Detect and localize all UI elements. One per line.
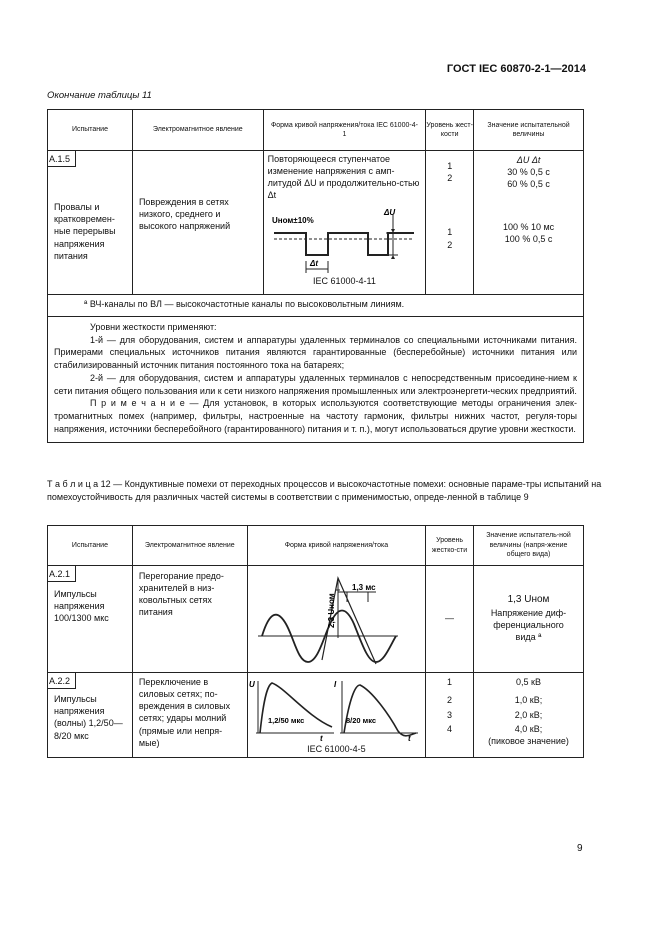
col-header-waveform: Форма кривой напряжения/тока xyxy=(247,526,425,566)
test-name: Провалы и кратковремен-ные перерывы напряжения питания xyxy=(54,202,116,261)
unom-label: Uном±10% xyxy=(271,216,314,225)
wave2-label: 8/20 мкс xyxy=(345,716,376,725)
time-label: 1,3 мс xyxy=(351,583,376,592)
test-value: 100 % 10 мс xyxy=(502,221,555,232)
phenomenon-text: Переключение в силовых сетях; по-вреждения в силовых сетях; удары молний (прямые или непря-мые) xyxy=(138,677,231,748)
test-cell xyxy=(48,566,133,673)
page-number: 9 xyxy=(577,843,583,854)
test-value: (пиковое значение) xyxy=(488,736,569,747)
level-value: 1 xyxy=(447,227,453,238)
t-axis-label: t xyxy=(407,734,411,743)
row-id: А.1.5 xyxy=(47,151,76,167)
col-header-value: Значение испытательной величины xyxy=(474,110,584,151)
phenomenon-cell xyxy=(132,566,247,673)
test-value: 2,0 кВ; xyxy=(514,710,543,720)
level-value: 1 xyxy=(447,677,453,687)
table-12-caption: Т а б л и ц а 12 — Кондуктивные помехи от переходных процессов и высокочастотные помехи: основные параме-тры испытаний на помехоустойчивость для различных частей системы в соответствии с применимостью, опреде-ленной в таблице 9 xyxy=(47,479,602,502)
level-value: 2 xyxy=(447,239,453,250)
col-header-phenomenon: Электромагнитное явление xyxy=(132,110,263,151)
test-cell xyxy=(48,673,133,758)
col-header-value: Значение испытатель-ной величины (напря-жение общего вида) xyxy=(474,526,584,566)
level-cell xyxy=(426,673,474,758)
level-value: — xyxy=(445,613,455,623)
level-value: 2 xyxy=(447,695,453,705)
notes-intro: Уровни жесткости применяют: xyxy=(90,321,217,332)
i-axis-label: I xyxy=(333,680,336,689)
value-cell xyxy=(474,151,584,295)
col-header-level: Уровень жестко-сти xyxy=(426,526,474,566)
surge-pulse-graph xyxy=(248,673,426,745)
footnote-cell xyxy=(48,295,584,317)
footnote-text: ª ВЧ-каналы по ВЛ — высокочастотные каналы по высоковольтным линиям. xyxy=(84,299,405,309)
phenomenon-cell xyxy=(132,151,263,295)
level-cell xyxy=(426,151,474,295)
value-header: ΔU Δt xyxy=(516,155,541,165)
level-cell xyxy=(426,566,474,673)
level-value: 4 xyxy=(447,724,453,734)
standard-ref: IEC 61000-4-11 xyxy=(313,276,376,286)
phenomenon-text: Повреждения в сетях низкого, среднего и высокого напряжений xyxy=(138,197,231,232)
level-value: 1 xyxy=(447,161,453,171)
notes-remark xyxy=(54,397,577,435)
notes-level1: 1-й — для оборудования, систем и аппаратуры удаленных терминалов со специальными источниками питания. Примерами специальных источников питания являются гарантированные (бесперебойные) источники питания или стабилизированный источник питания постоянного тока на батареях; xyxy=(54,334,577,371)
waveform-cell xyxy=(247,566,425,673)
table-row xyxy=(48,673,584,758)
notes-cell xyxy=(48,316,584,442)
t-axis-label: t xyxy=(319,734,323,743)
waveform-cell xyxy=(247,673,425,758)
wave1-label: 1,2/50 мкс xyxy=(267,716,305,725)
standard-ref: IEC 61000-4-5 xyxy=(307,744,366,754)
test-value: 100 % 0,5 с xyxy=(504,233,553,244)
test-name: Импульсы напряжения (волны) 1,2/50—8/20 мкс xyxy=(54,694,123,741)
test-name: Импульсы напряжения 100/1300 мкс xyxy=(54,589,109,624)
delta-u-label: ΔU xyxy=(383,209,395,217)
level-value: 2 xyxy=(447,173,453,184)
row-id: А.2.2 xyxy=(47,673,76,689)
test-value: 4,0 кВ; xyxy=(514,724,543,734)
note-label: П р и м е ч а н и е xyxy=(90,398,185,409)
u-axis-label: U xyxy=(248,680,255,689)
test-cell xyxy=(48,151,133,295)
col-header-phenomenon: Электромагнитное явление xyxy=(132,526,247,566)
col-header-test: Испытание xyxy=(48,526,133,566)
phenomenon-text: Перегорание предо-хранителей в низ-ковольтных сетях питания xyxy=(138,571,224,618)
value-cell xyxy=(474,566,584,673)
table-row xyxy=(48,151,584,295)
row-id: А.2.1 xyxy=(47,566,76,582)
document-header: ГОСТ IEC 60870-2-1—2014 xyxy=(446,63,586,75)
waveform-cell xyxy=(263,151,426,295)
voltage-dip-graph xyxy=(266,209,426,279)
waveform-description: Повторяющееся ступенчатое изменение напряжения с амп-литудой ΔU и продолжительно-стью Δt xyxy=(267,154,420,201)
col-header-level: Уровень жест-кости xyxy=(426,110,474,151)
table-continuation-caption: Окончание таблицы 11 xyxy=(47,90,152,101)
test-value: 0,5 кВ xyxy=(516,677,541,687)
value-cell xyxy=(474,673,584,758)
col-header-waveform: Форма кривой напряжения/тока IEC 61000-4-1 xyxy=(263,110,426,151)
value-main: 1,3 Uном xyxy=(507,594,550,605)
test-value: 30 % 0,5 с xyxy=(507,167,550,178)
value-rest: Напряжение диф-ференциального вида ª xyxy=(490,607,567,642)
table-11 xyxy=(47,109,584,443)
col-header-test: Испытание xyxy=(48,110,133,151)
phenomenon-cell xyxy=(132,673,247,758)
table-12 xyxy=(47,525,584,758)
table-row xyxy=(48,566,584,673)
amplitude-label: 2,3 Uном xyxy=(326,593,336,628)
level-value: 3 xyxy=(447,710,453,720)
test-value: 1,0 кВ; xyxy=(514,695,543,705)
note-text: — Для установок, в которых используются соответствующие методы ограничения элек-тромагнитных помех (например, фильтры, настроенные на частоту гармоник, фильтры нижних частот, регуля-торы напряжения, источники бесперебойного (гарантированного) питания и т. п.), могут использоваться другие уровни жесткости. xyxy=(54,398,577,434)
surge-sine-graph xyxy=(248,566,426,672)
notes-level2: 2-й — для оборудования, систем и аппаратуры удаленных терминалов с непосредственным присоедине-нием к сети питания общего пользования или к сети низкого напряжения промышленных или электроэнергети-ческих предприятий. xyxy=(54,372,577,396)
delta-t-label: Δt xyxy=(309,259,318,268)
test-value: 60 % 0,5 с xyxy=(507,179,550,190)
